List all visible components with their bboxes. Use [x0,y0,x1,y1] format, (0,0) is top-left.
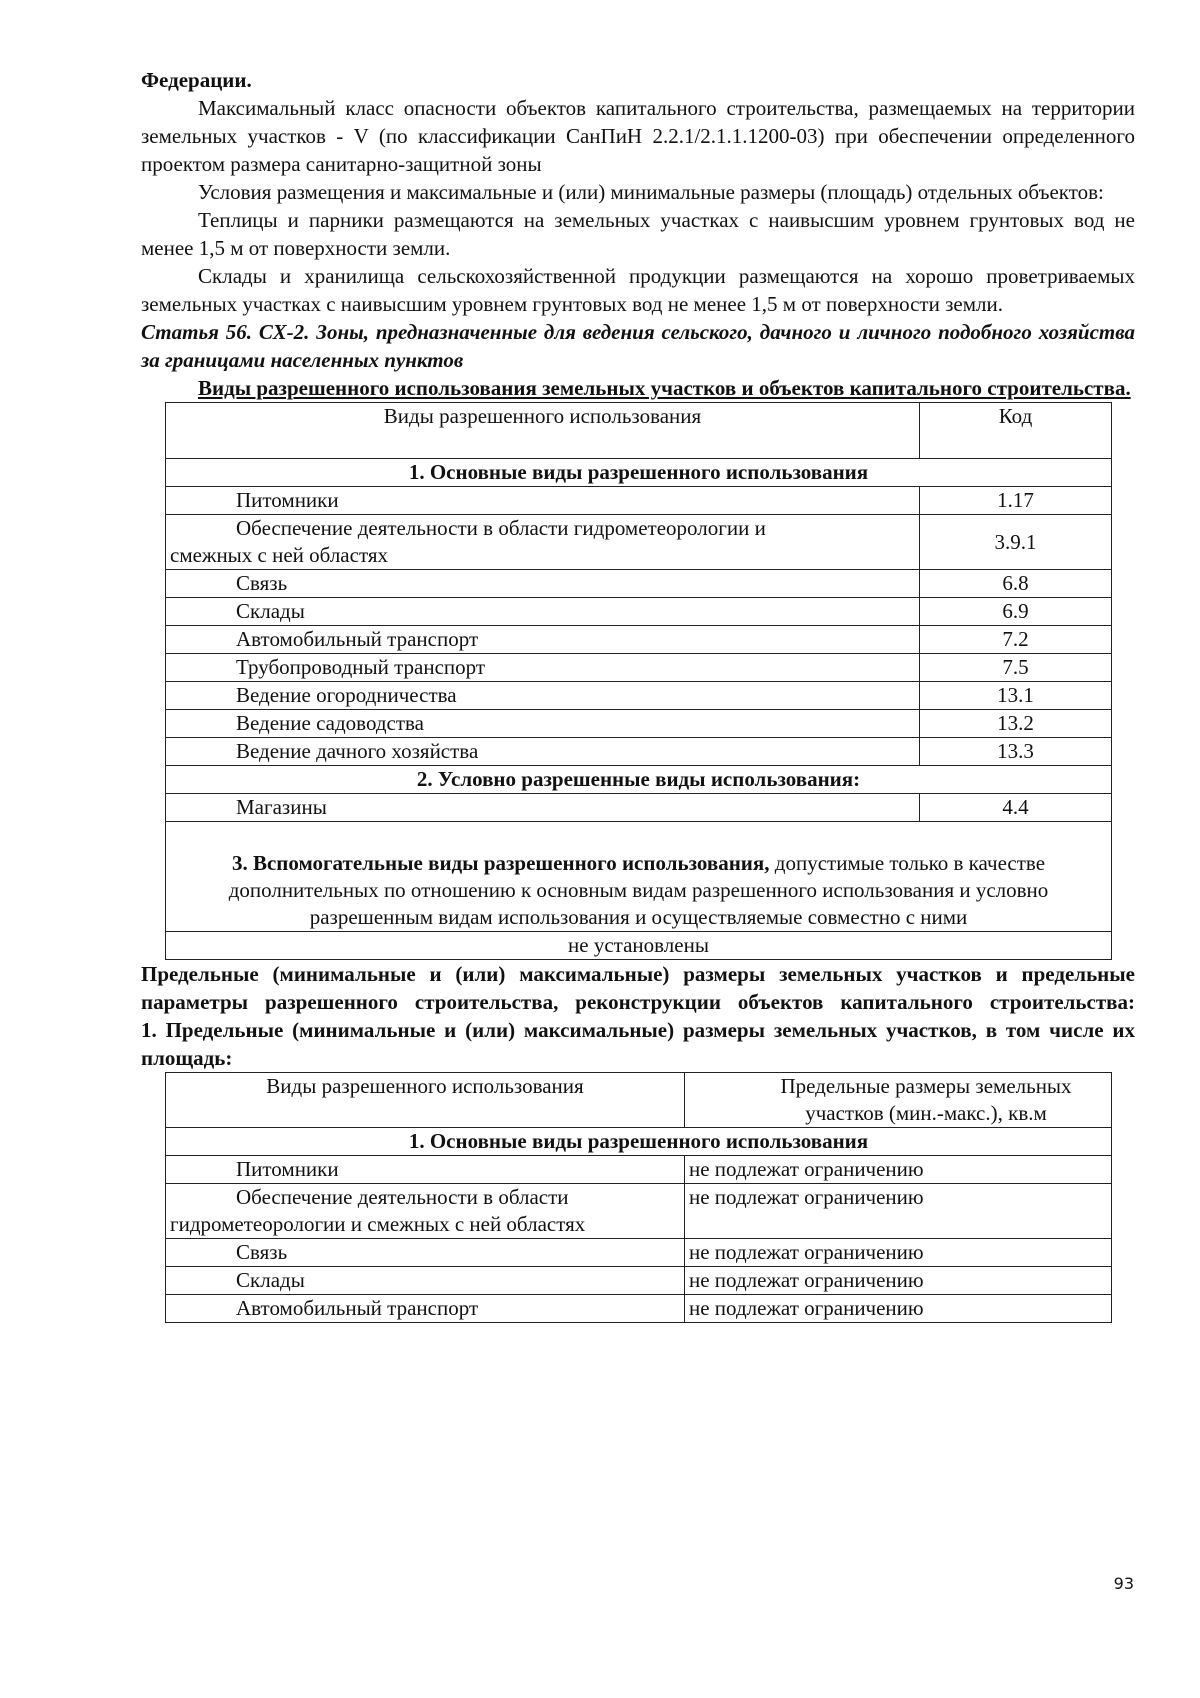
warehouses-paragraph: Склады и хранилища сельскохозяйственной продукции размещаются на хорошо проветриваемых земельных участках с наивысшим уровнем грунтовых вод не менее 1,5 м от поверхности земли. [141,264,1135,316]
table-row: Питомники 1.17 [166,487,1112,515]
federation-line: Федерации. [141,68,252,92]
header-code: Код [920,403,1112,459]
table-row: Склады 6.9 [166,598,1112,626]
table-row: Трубопроводный транспорт 7.5 [166,654,1112,682]
article-subtitle-text: Виды разрешенного использования земельных участков и объектов капитального строительства. [198,376,1131,400]
section-conditional-uses: 2. Условно разрешенные виды использования: [166,766,1112,794]
section-main-uses: 1. Основные виды разрешенного использования [166,459,1112,487]
section-row [166,766,1112,794]
table-row: Автомобильный транспорт не подлежат ограничению [166,1295,1112,1323]
permitted-uses-table [165,402,1112,960]
limits-subheading: 1. Предельные (минимальные и (или) максимальные) размеры земельных участков, в том числе их площадь: [141,1018,1135,1070]
table-header-row [166,403,1112,459]
table-row: Магазины 4.4 [166,794,1112,822]
header-uses: Виды разрешенного использования [166,403,920,459]
section-main-uses: 1. Основные виды разрешенного использования [166,1128,1112,1156]
table-row: Обеспечение деятельности в области гидрометеорологии и смежных с ней областях 3.9.1 [166,515,1112,570]
auxiliary-uses-value: не установлены [166,932,1112,960]
section-row [166,459,1112,487]
document-page [141,66,1135,1323]
header-uses: Виды разрешенного использования [166,1073,685,1128]
limits-heading: Предельные (минимальные и (или) максимальные) размеры земельных участков и предельные параметры разрешенного строительства, реконструкции объектов капитального строительства: [141,962,1135,1014]
placement-conditions-paragraph: Условия размещения и максимальные и (или) минимальные размеры (площадь) отдельных объектов: [198,180,1104,204]
table-row: Питомники не подлежат ограничению [166,1156,1112,1184]
section-row [166,1128,1112,1156]
table-row: Автомобильный транспорт 7.2 [166,626,1112,654]
plot-size-limits-table [165,1072,1112,1323]
table-row: Связь 6.8 [166,570,1112,598]
table-row: Связь не подлежат ограничению [166,1239,1112,1267]
table-row: Ведение садоводства 13.2 [166,710,1112,738]
table-row: Ведение дачного хозяйства 13.3 [166,738,1112,766]
section-auxiliary-uses: 3. Вспомогательные виды разрешенного использования, допустимые только в качестве дополнительных по отношению к основным видам разрешенного использования и условно разрешенным видам использования и осуществляемые совместно с ними [166,822,1112,932]
header-limits: Предельные размеры земельных участков (мин.-макс.), кв.м [685,1073,1112,1128]
table-header-row [166,1073,1112,1128]
article-title: Статья 56. СХ-2. Зоны, предназначенные для ведения сельского, дачного и личного подобного хозяйства за границами населенных пунктов [141,320,1135,372]
table-row: Обеспечение деятельности в области гидрометеорологии и смежных с ней областях не подлежат ограничению [166,1184,1112,1239]
table-row: Склады не подлежат ограничению [166,1267,1112,1295]
hazard-class-paragraph: Максимальный класс опасности объектов капитального строительства, размещаемых на территории земельных участков - V (по классификации СанПиН 2.2.1/2.1.1.1200-03) при обеспечении определенного проектом размера санитарно-защитной зоны [141,96,1135,176]
greenhouses-paragraph: Теплицы и парники размещаются на земельных участках с наивысшим уровнем грунтовых вод не менее 1,5 м от поверхности земли. [141,208,1135,260]
section-row [166,822,1112,932]
table-row: Ведение огородничества 13.1 [166,682,1112,710]
table-row [166,932,1112,960]
article-subtitle [141,374,1135,402]
page-number: 93 [1113,1574,1134,1593]
